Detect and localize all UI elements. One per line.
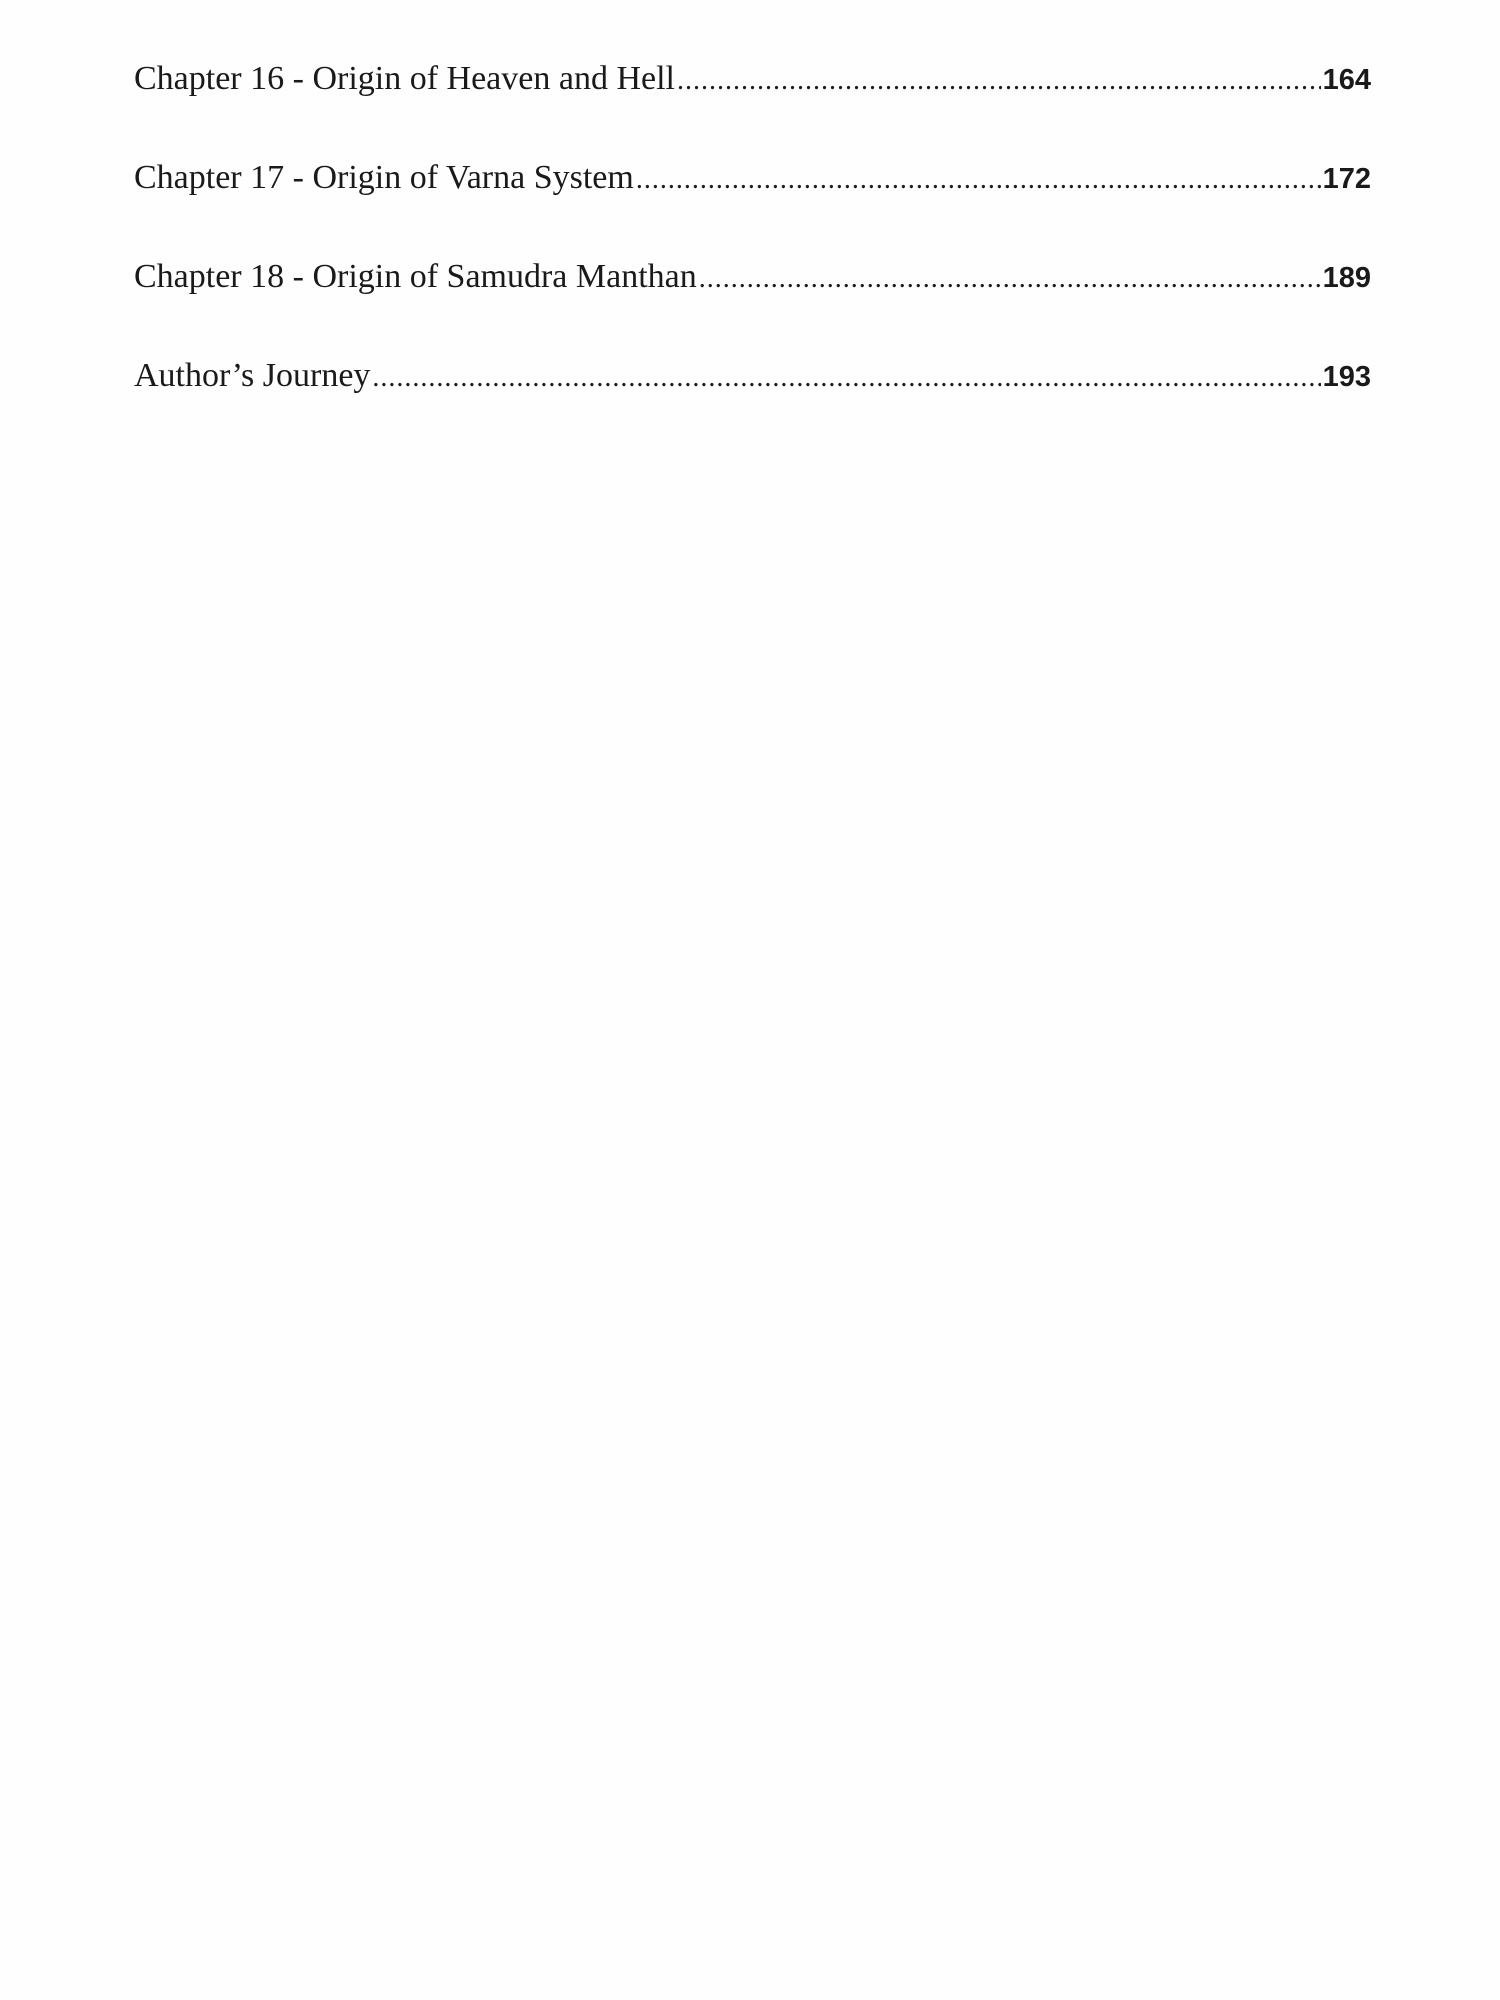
toc-entry-title: Chapter 16 - Origin of Heaven and Hell (134, 60, 675, 97)
toc-entry-authors-journey[interactable] (134, 357, 1371, 417)
toc-entry-title: Author’s Journey (134, 357, 371, 394)
toc-entry-chapter-16[interactable] (134, 60, 1371, 159)
toc-dot-leader (636, 164, 1321, 196)
toc-entry-page-number: 164 (1322, 64, 1371, 96)
toc-entry-chapter-17[interactable] (134, 159, 1371, 258)
toc-entry-chapter-18[interactable] (134, 258, 1371, 357)
toc-entry-page-number: 189 (1322, 262, 1371, 294)
toc-entry-page-number: 172 (1322, 163, 1371, 195)
table-of-contents (134, 60, 1371, 417)
toc-dot-leader (372, 362, 1320, 394)
toc-dot-leader (699, 263, 1321, 295)
toc-entry-title: Chapter 17 - Origin of Varna System (134, 159, 634, 196)
toc-dot-leader (677, 65, 1321, 97)
toc-entry-page-number: 193 (1322, 361, 1371, 393)
toc-entry-title: Chapter 18 - Origin of Samudra Manthan (134, 258, 697, 295)
